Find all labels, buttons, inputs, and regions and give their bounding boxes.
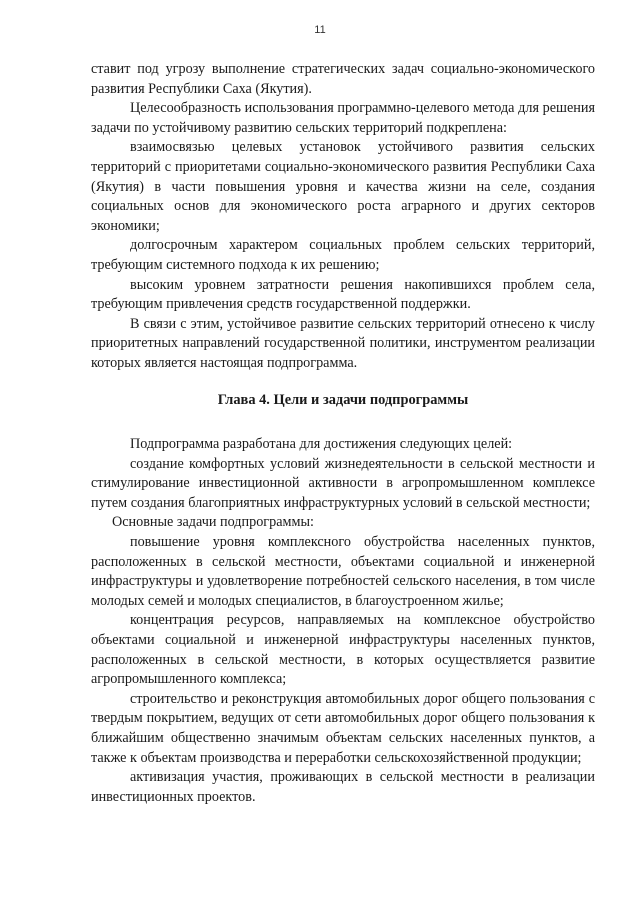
paragraph: Подпрограмма разработана для достижения следующих целей: (130, 436, 513, 453)
paragraph: активизация участия, проживающих в сельской местности в реализации инвестиционных проектов. (91, 769, 595, 805)
page-number: 11 (314, 24, 326, 36)
paragraph: высоким уровнем затратности решения накопившихся проблем села, требующим привлечения средств государственной поддержки. (91, 276, 595, 313)
paragraph: создание комфортных условий жизнедеятельности в сельской местности и стимулирование инвестиционной активности в агропромышленном комплексе путем создания благоприятных инфраструктурных условий в сельской местности; (91, 455, 595, 511)
paragraph: В связи с этим, устойчивое развитие сельских территорий отнесено к числу приоритетных направлений государственной политики, инструментом реализации которых является настоящая подпрограмма. (91, 315, 595, 371)
paragraph: взаимосвязью целевых установок устойчивого развития сельских территорий с приоритетами социально-экономического развития Республики Саха (Якутия) в части повышения уровня и качества жизни на селе, создания социальных основ для экономического роста аграрного и других секторов экономики; (91, 139, 595, 234)
paragraph: концентрация ресурсов, направляемых на комплексное обустройство объектами социальной и инженерной инфраструктуры населенных пунктов, расположенных в сельской местности, в которых осуществляется развитие агропромышленного комплекса; (91, 612, 595, 688)
paragraph: повышение уровня комплексного обустройства населенных пунктов, расположенных в сельской местности, объектами социальной и инженерной инфраструктуры и удовлетворение потребностей сельского населения, в том числе молодых семей и молодых специалистов, в благоустроенном жилье; (91, 534, 595, 609)
chapter-heading: Глава 4. Цели и задачи подпрограммы (217, 391, 469, 408)
paragraph: Основные задачи подпрограммы: (112, 514, 314, 531)
paragraph: строительство и реконструкция автомобильных дорог общего пользования с твердым покрытием, ведущих от сети автомобильных дорог общего пользования к ближайшим общественно значимым объектам сельских населенных пунктов, а также к объектам производства и переработки сельскохозяйственной продукции; (91, 690, 595, 766)
paragraph: Целесообразность использования программно-целевого метода для решения задачи по устойчивому развитию сельских территорий подкреплена: (91, 100, 595, 136)
paragraph-continuation: ставит под угрозу выполнение стратегических задач социально-экономического развития Республики Саха (Якутия). (91, 61, 595, 97)
paragraph: долгосрочным характером социальных проблем сельских территорий, требующим системного подхода к их решению; (91, 237, 595, 273)
document-body (91, 60, 595, 807)
